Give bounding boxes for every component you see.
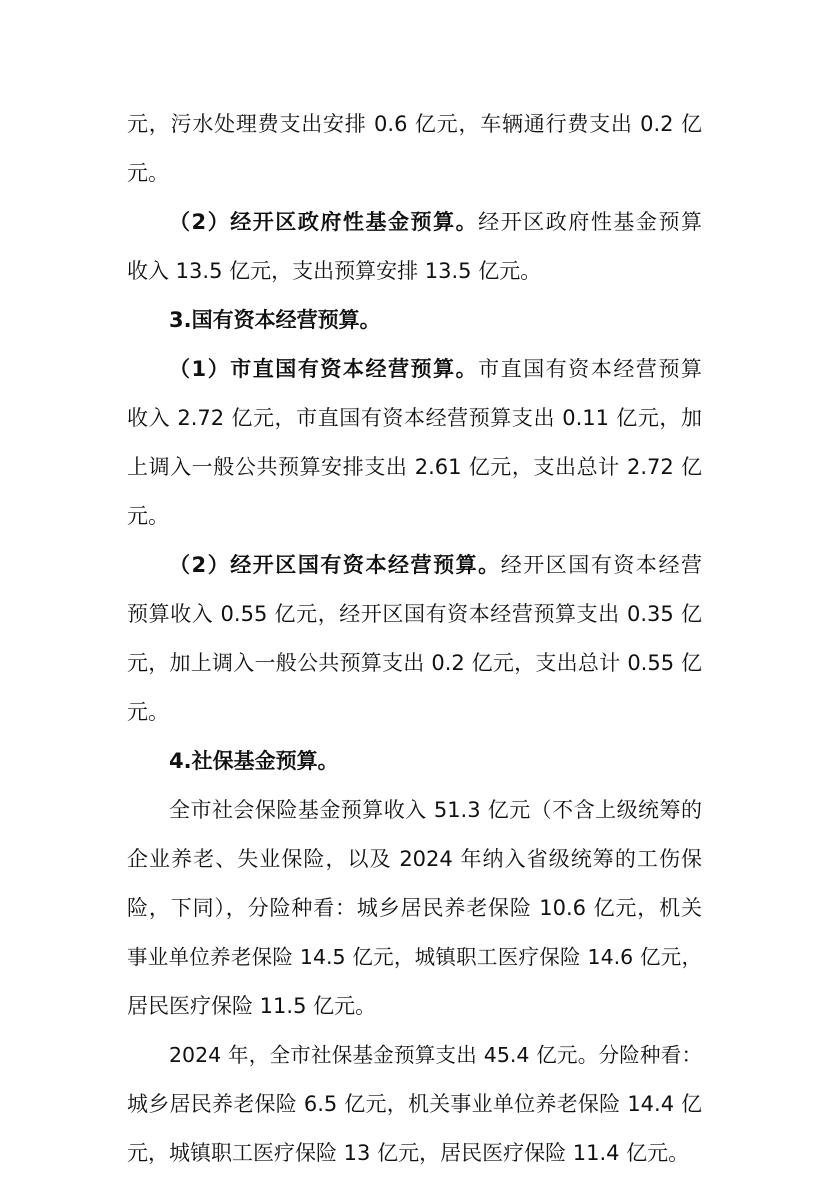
section-heading-line (127, 737, 702, 786)
paragraph-start-line (127, 786, 702, 835)
text-line-8 (127, 443, 702, 492)
line-text: 城乡居民养老保险 6.5 亿元，机关事业单位养老保险 14.4 亿 (127, 1092, 702, 1116)
text-line-9 (127, 492, 702, 541)
line-text: 2024 年，全市社保基金预算支出 45.4 亿元。分险种看： (169, 1043, 702, 1067)
text-line-12 (127, 639, 702, 688)
line-text: 预算收入 0.55 亿元，经开区国有资本经营预算支出 0.35 亿 (127, 602, 702, 626)
line-text: 企业养老、失业保险，以及 2024 年纳入省级统筹的工伤保 (127, 847, 702, 871)
line-text: 元，加上调入一般公共预算支出 0.2 亿元，支出总计 0.55 亿 (127, 651, 702, 675)
text-line-4 (127, 247, 702, 296)
line-text: 元。 (127, 161, 169, 185)
section-heading: 4.社保基金预算。 (169, 749, 339, 773)
subsection-heading: （2）经开区政府性基金预算。 (169, 210, 479, 234)
subsection-heading: （2）经开区国有资本经营预算。 (169, 553, 501, 577)
text-line-18 (127, 933, 702, 982)
line-text: 居民医疗保险 11.5 亿元。 (127, 994, 377, 1018)
line-text: 险，下同），分险种看：城乡居民养老保险 10.6 亿元，机关 (127, 896, 702, 920)
line-text: 事业单位养老保险 14.5 亿元，城镇职工医疗保险 14.6 亿元， (127, 945, 702, 969)
text-line-16 (127, 835, 702, 884)
text-line-13 (127, 688, 702, 737)
text-line-1 (127, 100, 702, 149)
line-text: 收入 13.5 亿元，支出预算安排 13.5 亿元。 (127, 259, 542, 283)
paragraph-start-line (127, 1031, 702, 1080)
line-text: 经开区国有资本经营 (500, 553, 702, 577)
line-text: 全市社会保险基金预算收入 51.3 亿元（不含上级统筹的 (169, 798, 702, 822)
line-text: 元。 (127, 504, 169, 528)
line-text: 收入 2.72 亿元，市直国有资本经营预算支出 0.11 亿元，加 (127, 406, 702, 430)
line-text: 上调入一般公共预算安排支出 2.61 亿元，支出总计 2.72 亿 (127, 455, 702, 479)
text-line-7 (127, 394, 702, 443)
subsection-heading: （1）市直国有资本经营预算。 (169, 357, 479, 381)
text-line-11 (127, 590, 702, 639)
section-heading: 3.国有资本经营预算。 (169, 308, 381, 332)
line-text: 经开区政府性基金预算 (478, 210, 702, 234)
subsection-heading-line (127, 541, 702, 590)
document-page (127, 100, 702, 1178)
line-text: 市直国有资本经营预算 (478, 357, 702, 381)
subsection-heading-line (127, 345, 702, 394)
line-text: 元。 (127, 700, 169, 724)
text-line-22 (127, 1129, 702, 1178)
text-line-17 (127, 884, 702, 933)
text-line-19 (127, 982, 702, 1031)
line-text: 元，城镇职工医疗保险 13 亿元，居民医疗保险 11.4 亿元。 (127, 1141, 690, 1165)
line-text: 元，污水处理费支出安排 0.6 亿元，车辆通行费支出 0.2 亿 (127, 112, 702, 136)
subsection-heading-line (127, 198, 702, 247)
text-line-21 (127, 1080, 702, 1129)
text-line-2 (127, 149, 702, 198)
section-heading-line (127, 296, 702, 345)
